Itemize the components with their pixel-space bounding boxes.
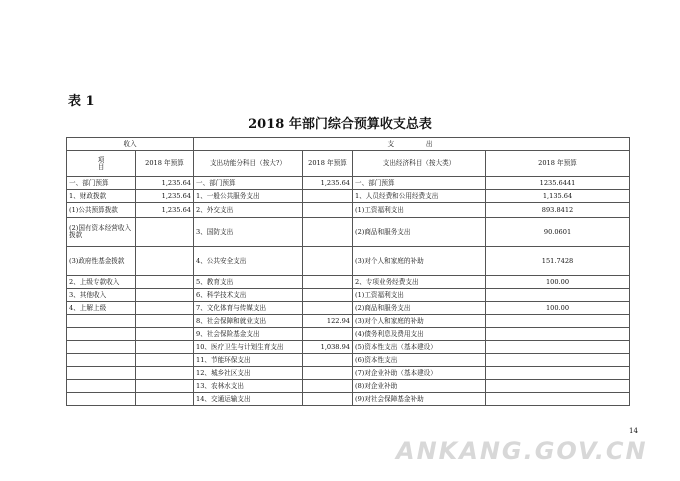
function-budget xyxy=(303,289,353,302)
economic-subject: (1)工资福利支出 xyxy=(353,203,486,218)
site-watermark: ANKANG.GOV.CN xyxy=(396,437,648,465)
table-row xyxy=(67,276,630,289)
function-budget xyxy=(303,367,353,380)
economic-budget xyxy=(486,315,630,328)
function-budget: 1,235.64 xyxy=(303,177,353,190)
economic-subject: (5)资本性支出（基本建设） xyxy=(353,341,486,354)
income-budget xyxy=(136,302,194,315)
economic-budget-header: 2018 年预算 xyxy=(486,151,630,177)
economic-budget: 151.7428 xyxy=(486,247,630,276)
income-item xyxy=(67,315,136,328)
income-budget xyxy=(136,276,194,289)
income-budget xyxy=(136,341,194,354)
function-subject: 2、外交支出 xyxy=(194,203,303,218)
table-row xyxy=(67,341,630,354)
income-item: 1、财政拨款 xyxy=(67,190,136,203)
economic-budget: 1,135.64 xyxy=(486,190,630,203)
economic-budget: 90.0601 xyxy=(486,218,630,247)
economic-subject: (3)对个人和家庭的补助 xyxy=(353,247,486,276)
income-header: 收入 xyxy=(67,138,194,151)
income-budget xyxy=(136,367,194,380)
function-subject: 4、公共安全支出 xyxy=(194,247,303,276)
function-subject: 8、社会保障和就业支出 xyxy=(194,315,303,328)
function-subject: 6、科学技术支出 xyxy=(194,289,303,302)
function-budget xyxy=(303,218,353,247)
income-item: (1)公共预算拨款 xyxy=(67,203,136,218)
function-subject: 13、农林水支出 xyxy=(194,380,303,393)
income-item xyxy=(67,341,136,354)
economic-subject: (9)对社会保障基金补助 xyxy=(353,393,486,406)
economic-budget xyxy=(486,328,630,341)
economic-subject: (6)资本性支出 xyxy=(353,354,486,367)
function-budget xyxy=(303,380,353,393)
economic-subject: 1、人员经费和公用经费支出 xyxy=(353,190,486,203)
function-budget xyxy=(303,393,353,406)
income-budget xyxy=(136,247,194,276)
economic-budget xyxy=(486,341,630,354)
economic-budget xyxy=(486,367,630,380)
function-budget-header: 2018 年预算 xyxy=(303,151,353,177)
income-budget xyxy=(136,328,194,341)
economic-budget xyxy=(486,354,630,367)
table-title: 2018 年部门综合预算收支总表 xyxy=(248,117,432,132)
function-budget xyxy=(303,328,353,341)
income-budget: 1,235.64 xyxy=(136,190,194,203)
table-row xyxy=(67,328,630,341)
table-row xyxy=(67,354,630,367)
function-budget xyxy=(303,203,353,218)
economic-budget xyxy=(486,380,630,393)
budget-summary-table xyxy=(66,137,630,406)
economic-budget: 893.8412 xyxy=(486,203,630,218)
table-row xyxy=(67,218,630,247)
economic-subject: (3)对个人和家庭的补助 xyxy=(353,315,486,328)
table-row xyxy=(67,203,630,218)
function-subject: 一、部门预算 xyxy=(194,177,303,190)
income-budget xyxy=(136,354,194,367)
function-subject: 14、交通运输支出 xyxy=(194,393,303,406)
function-budget xyxy=(303,276,353,289)
function-budget xyxy=(303,247,353,276)
function-budget xyxy=(303,302,353,315)
economic-subject: 一、部门预算 xyxy=(353,177,486,190)
table-row xyxy=(67,302,630,315)
item-header: 项 目 xyxy=(67,151,136,177)
header-row-2 xyxy=(67,151,630,177)
function-budget: 1,038.94 xyxy=(303,341,353,354)
function-budget xyxy=(303,354,353,367)
table-row xyxy=(67,367,630,380)
economic-budget: 100.00 xyxy=(486,302,630,315)
income-item xyxy=(67,354,136,367)
income-budget xyxy=(136,289,194,302)
income-item xyxy=(67,367,136,380)
income-item: 3、其他收入 xyxy=(67,289,136,302)
income-item: (2)国有资本经营收入拨款 xyxy=(67,218,136,247)
income-item xyxy=(67,393,136,406)
economic-subject-header: 支出经济科目（按大类） xyxy=(353,151,486,177)
function-budget xyxy=(303,190,353,203)
page-number: 14 xyxy=(629,427,638,435)
income-item: 4、上解上级 xyxy=(67,302,136,315)
table-row xyxy=(67,177,630,190)
income-item: 2、上级专款收入 xyxy=(67,276,136,289)
function-subject-header: 支出功能分科目（按大?） xyxy=(194,151,303,177)
economic-budget: 1235.6441 xyxy=(486,177,630,190)
income-item xyxy=(67,328,136,341)
table-row xyxy=(67,393,630,406)
function-subject: 10、医疗卫生与计划生育支出 xyxy=(194,341,303,354)
header-row-1 xyxy=(67,138,630,151)
table-row xyxy=(67,247,630,276)
table-row xyxy=(67,190,630,203)
function-budget: 122.94 xyxy=(303,315,353,328)
income-item xyxy=(67,380,136,393)
function-subject: 3、国防支出 xyxy=(194,218,303,247)
table-row xyxy=(67,315,630,328)
economic-subject: (4)债务利息及费用支出 xyxy=(353,328,486,341)
function-subject: 1、一般公共服务支出 xyxy=(194,190,303,203)
economic-budget: 100.00 xyxy=(486,276,630,289)
economic-subject: (1)工资福利支出 xyxy=(353,289,486,302)
function-subject: 11、节能环保支出 xyxy=(194,354,303,367)
income-budget: 1,235.64 xyxy=(136,203,194,218)
economic-subject: (7)对企业补助（基本建设） xyxy=(353,367,486,380)
income-budget-header: 2018 年预算 xyxy=(136,151,194,177)
table-number-heading: 表 1 xyxy=(68,94,95,109)
economic-subject: (2)商品和服务支出 xyxy=(353,218,486,247)
expenditure-header: 支 出 xyxy=(194,138,630,151)
income-budget xyxy=(136,218,194,247)
income-budget: 1,235.64 xyxy=(136,177,194,190)
income-budget xyxy=(136,315,194,328)
economic-subject: 2、专项业务经费支出 xyxy=(353,276,486,289)
income-budget xyxy=(136,380,194,393)
economic-subject: (2)商品和服务支出 xyxy=(353,302,486,315)
income-item: (3)政府性基金拨款 xyxy=(67,247,136,276)
income-budget xyxy=(136,393,194,406)
function-subject: 7、文化体育与传媒支出 xyxy=(194,302,303,315)
function-subject: 12、城乡社区支出 xyxy=(194,367,303,380)
economic-subject: (8)对企业补助 xyxy=(353,380,486,393)
table-row xyxy=(67,380,630,393)
function-subject: 5、教育支出 xyxy=(194,276,303,289)
table-row xyxy=(67,289,630,302)
function-subject: 9、社会保险基金支出 xyxy=(194,328,303,341)
economic-budget xyxy=(486,289,630,302)
income-item: 一、部门预算 xyxy=(67,177,136,190)
economic-budget xyxy=(486,393,630,406)
